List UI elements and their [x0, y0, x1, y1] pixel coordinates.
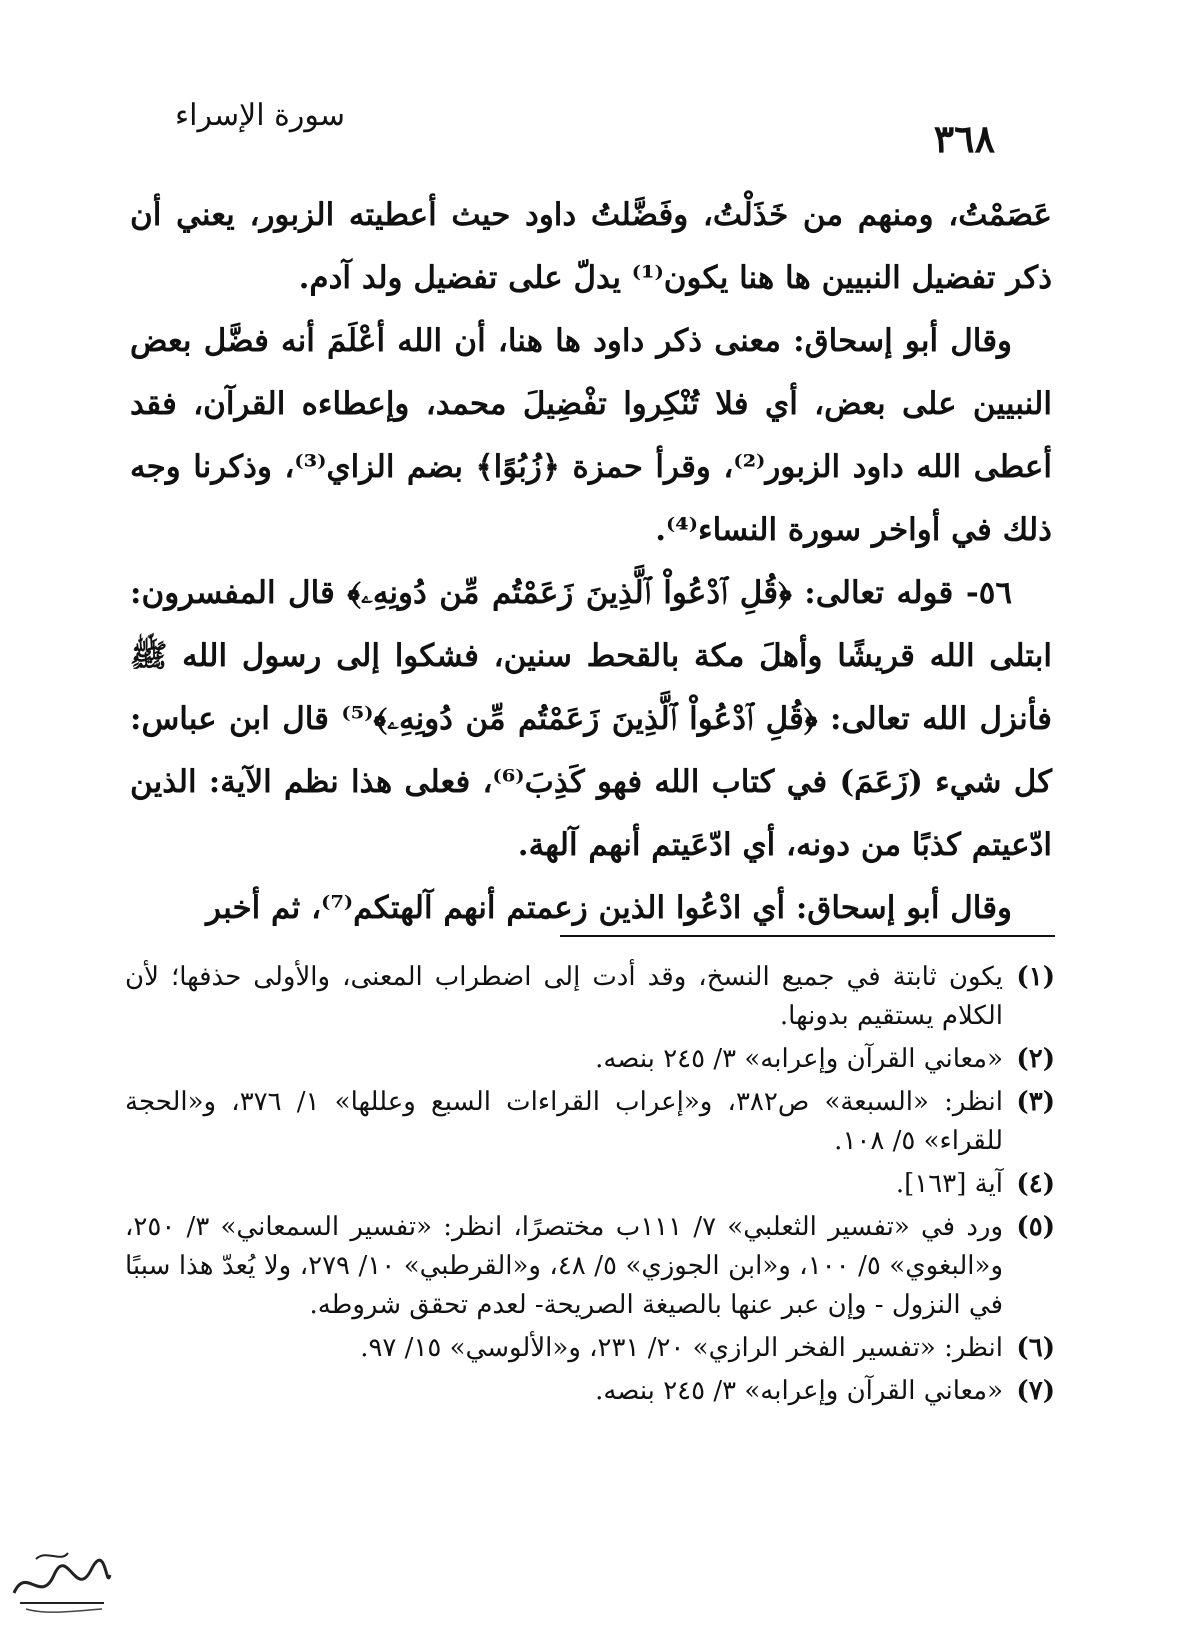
- footnote-number: (٣): [1016, 1087, 1055, 1117]
- paragraph: ٥٦- قوله تعالى: ﴿قُلِ ٱدْعُواْ ٱلَّذِينَ زَعَمْتُم مِّن دُونِهِۦ﴾ قال المفسرون: ابتلى الله قريشًا وأهلَ مكة بالقحط سنين، فشكوا إلى رسول الله ﷺ فأنزل الله تعالى: ﴿قُلِ ٱدْعُواْ ٱلَّذِينَ زَعَمْتُم مِّن دُونِهِۦ﴾⁽⁵⁾ قال ابن عباس: كل شيء (زَعَمَ) في كتاب الله فهو كَذِبَ⁽⁶⁾، فعلى هذا نظم الآية: الذين ادّعيتم كذبًا من دونه، أي ادّعَيتم أنهم آلهة.: [130, 575, 1053, 863]
- footnote-text: انظر: «السبعة» ص٣٨٢، و«إعراب القراءات السبع وعللها» ١/ ٣٧٦، و«الحجة للقراء» ٥/ ١٠٨.: [125, 1087, 1004, 1156]
- page-number: ٣٦٨: [933, 116, 995, 161]
- paragraph: وقال أبو إسحاق: معنى ذكر داود ها هنا، أن الله أعْلَمَ أنه فضَّل بعض النبيين على بعض، أي فلا تُنْكِروا تفْضِيلَ محمد، وإعطاءه القرآن، فقد أعطى الله داود الزبور⁽²⁾، وقرأ حمزة ﴿زُبُوًا﴾ بضم الزاي⁽³⁾، وذكرنا وجه ذلك في أواخر سورة النساء⁽⁴⁾.: [130, 323, 1052, 548]
- footnote-text: ورد في «تفسير الثعلبي» ٧/ ١١١ب مختصرًا، انظر: «تفسير السمعاني» ٣/ ٢٥٠، و«البغوي» ٥/ ١٠٠، و«ابن الجوزي» ٥/ ٤٨، و«القرطبي» ١٠/ ٢٧٩، ولا يُعدّ هذا سببًا في النزول - وإن عبر عنها بالصيغة الصريحة- لعدم تحقق شروطه.: [125, 1212, 1004, 1320]
- footnote: [125, 1165, 1055, 1204]
- footnote-number: (٦): [1016, 1333, 1055, 1363]
- publisher-logo: [6, 1545, 116, 1620]
- footnote-number: (٥): [1016, 1212, 1055, 1242]
- main-text: [130, 184, 1052, 940]
- footnote: [125, 1083, 1055, 1161]
- footnote: [125, 958, 1055, 1036]
- footnote: [125, 1208, 1055, 1325]
- footnote-number: (٤): [1016, 1169, 1055, 1199]
- paragraph: عَصَمْتُ، ومنهم من خَذَلْتُ، وفَضَّلتُ داود حيث أعطيته الزبور، يعني أن ذكر تفضيل النبيين ها هنا يكون⁽¹⁾ يدلّ على تفضيل ولد آدم.: [130, 197, 1052, 296]
- footnote: [125, 1040, 1055, 1079]
- footnote-number: (٢): [1016, 1044, 1055, 1074]
- footnote-text: «معاني القرآن وإعرابه» ٣/ ٢٤٥ بنصه.: [595, 1376, 1003, 1406]
- footnote: [125, 1329, 1055, 1368]
- footnote-separator: [560, 935, 1055, 937]
- footnotes: [125, 958, 1055, 1415]
- footnote-number: (١): [1016, 962, 1055, 992]
- footnote-text: انظر: «تفسير الفخر الرازي» ٢٠/ ٢٣١، و«الألوسي» ١٥/ ٩٧.: [360, 1333, 1003, 1363]
- running-title: سورة الإسراء: [175, 98, 345, 133]
- paragraph: وقال أبو إسحاق: أي ادْعُوا الذين زعمتم أنهم آلهتكم⁽⁷⁾، ثم أخبر: [206, 890, 1012, 926]
- footnote-text: «معاني القرآن وإعرابه» ٣/ ٢٤٥ بنصه.: [595, 1044, 1003, 1074]
- footnote-text: يكون ثابتة في جميع النسخ، وقد أدت إلى اضطراب المعنى، والأولى حذفها؛ لأن الكلام يستقيم بدونها.: [125, 962, 1003, 1031]
- footnote-number: (٧): [1016, 1376, 1055, 1406]
- footnote-text: آية [١٦٣].: [895, 1169, 1003, 1199]
- footnote: [125, 1372, 1055, 1411]
